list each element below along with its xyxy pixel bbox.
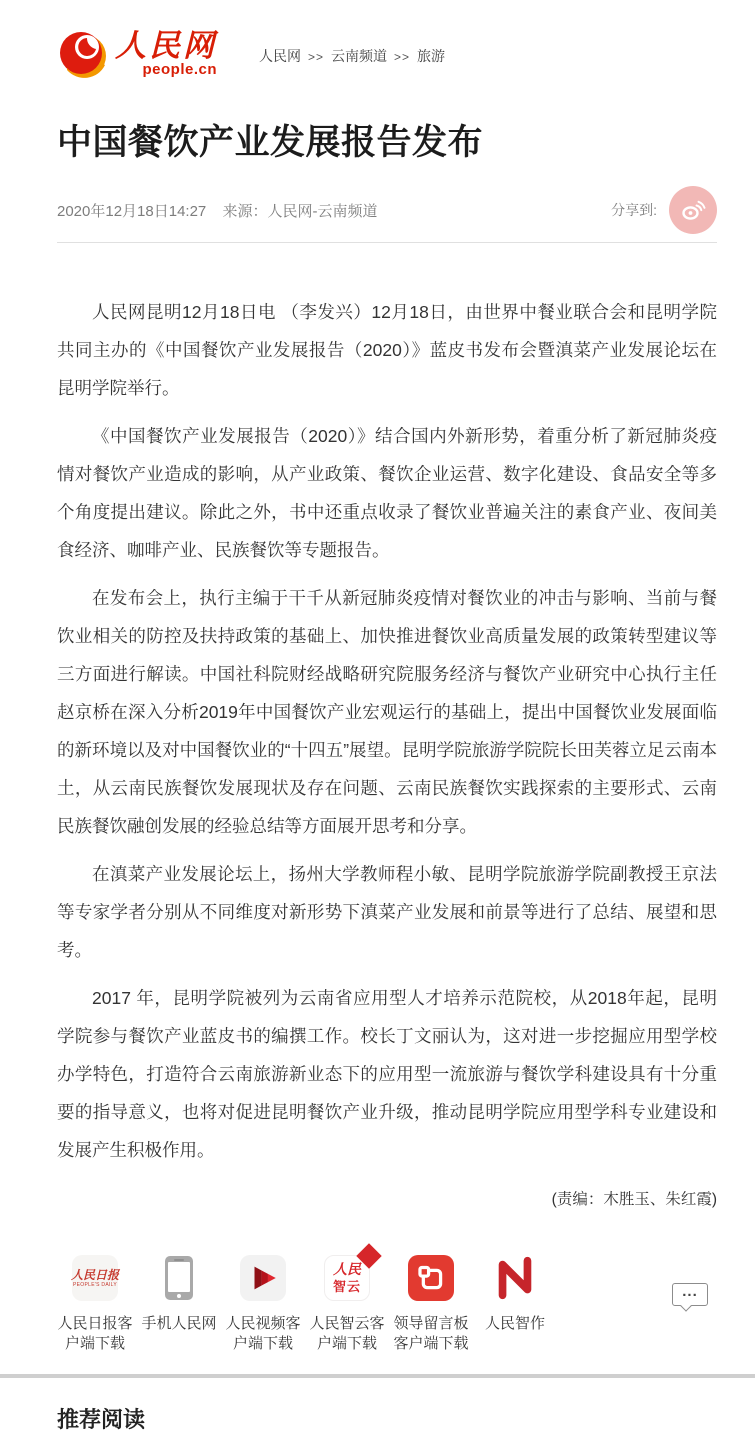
app-people-video[interactable] [225,1255,301,1354]
app-label: 领导留言板 客户端下载 [393,1315,469,1352]
people-zhiyun-app-icon [324,1255,370,1301]
article-paragraph: 在滇菜产业发展论坛上，扬州大学教师程小敏、昆明学院旅游学院副教授王京法等专家学者分别从不同维度对新形势下滇菜产业发展和前景等进行了总结、展望和思考。 [57,864,717,960]
app-mobile-people[interactable] [141,1255,217,1334]
leader-message-board-app-icon [408,1255,454,1301]
people-daily-icon-text: 人民日报 [71,1267,120,1282]
app-people-daily[interactable] [57,1255,133,1354]
ellipsis-icon: ... [682,1282,698,1300]
people-daily-icon-subtext: PEOPLE'S DAILY [73,1281,117,1288]
app-label: 人民智作 [484,1315,545,1332]
zhiyun-icon-text: 人民 [333,1262,361,1278]
logo-text [115,30,217,78]
article-paragraph: 人民网昆明12月18日电 （李发兴）12月18日，由世界中餐业联合会和昆明学院共同主办的《中国餐饮产业发展报告（2020）》蓝皮书发布会暨滇菜产业发展论坛在昆明学院举行。 [57,302,717,398]
logo-domain-text: people.cn [142,61,217,78]
source-label: 来源： [222,202,268,220]
publish-date: 2020年12月18日14:27 [57,202,207,220]
app-leader-message-board[interactable] [393,1255,469,1354]
breadcrumb-link-people[interactable]: 人民网 [259,48,301,64]
recommended-reading-heading: 推荐阅读 [57,1407,146,1432]
people-video-app-icon [240,1255,286,1301]
n-logo-icon [492,1255,538,1301]
breadcrumb-separator: >> [394,50,411,64]
article-paragraph: 在发布会上，执行主编于干千从新冠肺炎疫情对餐饮业的冲击与影响、当前与餐饮业相关的防控及扶持政策的基础上、加快推进餐饮业高质量发展的政策转型建议等三方面进行解读。中国社科院财经战略研究院服务经济与餐饮产业研究中心执行主任赵京桥在深入分析2019年中国餐饮产业宏观运行的基础上，提出中国餐饮业发展面临的新环境以及对中国餐饮业的“十四五”展望。昆明学院旅游学院院长田芙蓉立足云南本土，从云南民族餐饮发展现状及存在问题、云南民族餐饮实践探索的主要形式、云南民族餐饮融创发展的经验总结等方面展开思考和分享。 [57,588,717,836]
article-paragraph: 《中国餐饮产业发展报告（2020）》结合国内外新形势，着重分析了新冠肺炎疫情对餐饮产业造成的影响，从产业政策、餐饮企业运营、数字化建设、食品安全等多个角度提出建议。除此之外，书中还重点收录了餐饮业普遍关注的素食产业、夜间美食经济、咖啡产业、民族餐饮等专题报告。 [57,426,717,560]
mobile-phone-icon [156,1255,202,1301]
app-people-zhiyun[interactable] [309,1255,385,1354]
next-section-edge [0,1374,755,1378]
people-daily-app-icon [72,1255,118,1301]
play-triangle-icon [246,1261,280,1295]
article-paragraph: 2017 年，昆明学院被列为云南省应用型人才培养示范院校，从2018年起，昆明学院参与餐饮产业蓝皮书的编撰工作。校长丁文丽认为，这对进一步挖掘应用型学校办学特色，打造符合云南旅游新业态下的应用型一流旅游与餐饮学科建设具有十分重要的指导意义，也将对促进昆明餐饮产业升级，推动昆明学院应用型学科专业建设和发展产生积极作用。 [57,988,717,1160]
app-download-row [57,1255,717,1354]
share-weibo-button[interactable] [669,186,717,234]
meta-divider [57,242,717,243]
app-label: 人民智云客 户端下载 [309,1315,385,1352]
more-share-button[interactable] [672,1283,708,1306]
logo-brand-text: 人民网 [115,28,217,63]
page-title: 中国餐饮产业发展报告发布 [57,123,484,162]
weibo-icon [679,196,707,224]
people-zhizuo-app-icon [492,1255,538,1301]
share-label: 分享到: [611,202,657,218]
source-link[interactable]: 人民网-云南频道 [267,202,378,220]
app-label: 人民日报客 户端下载 [57,1315,133,1352]
app-label: 人民视频客 户端下载 [225,1315,301,1352]
people-cn-logo-icon [57,28,109,80]
message-board-glyph [408,1255,454,1301]
app-label: 手机人民网 [141,1315,217,1332]
people-cn-logo[interactable] [57,28,217,80]
app-people-zhizuo[interactable] [477,1255,553,1334]
zhiyun-icon-text: 智云 [332,1278,361,1294]
breadcrumb-link-yunnan-channel[interactable]: 云南频道 [331,48,388,64]
editor-note: (责编：木胜玉、朱红霞) [551,1191,717,1208]
breadcrumb [259,46,445,66]
breadcrumb-link-travel[interactable]: 旅游 [417,48,446,64]
article-body [57,293,717,1209]
breadcrumb-separator: >> [308,50,325,64]
article-meta [57,186,717,234]
site-header [57,0,717,80]
